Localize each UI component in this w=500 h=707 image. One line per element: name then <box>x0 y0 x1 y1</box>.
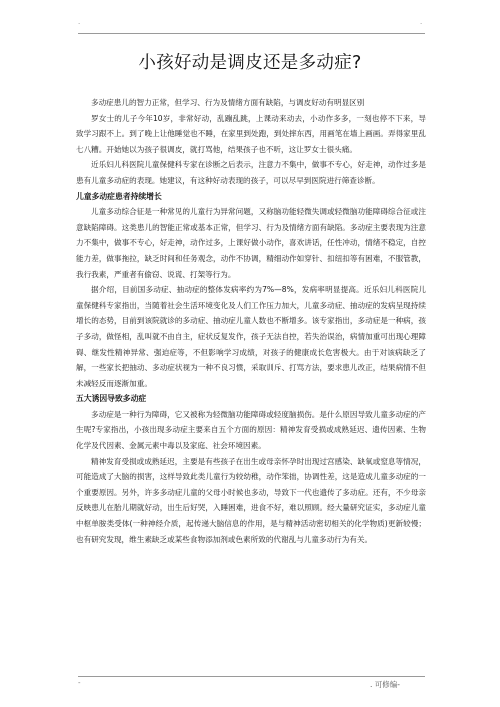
paragraph: 多动症是一种行为障碍，它又被称为轻微脑功能障碍或轻度脑损伤。是什么原因导致儿童多动症的产生呢?专家指出，小孩出现多动症主要来自五个方面的原因：精神发育受损或成熟延迟、遗传因素、生物化学及代因素、金属元素中毒以及家庭、社会环境因素。 <box>76 409 426 451</box>
paragraph: 据介绍，目前国多动症、抽动症的整体发病率约为7%—8%，发病率明显提高。近乐妇儿科医院儿童保健科专家指出，当随着社会生活环境变化及人们工作压力加大，儿童多动症、抽动症的发病呈现持续增长的态势，目前到该院就诊的多动症、抽动症儿童人数也不断增多。该专家指出，多动症是一种病，孩子多动，做怪相，乱叫就不由自主，症状反复发作，孩子无法自控，若失治误治，病情加重可出现心理障碍、继发性精神异常、强迫症等，不但影响学习成绩，对孩子的健康成长危害极大。由于对该病缺乏了解，一些家长把抽动、多动症状视为一种不良习惯，采取训斥、打骂方法，要求患儿改正，结果病情不但未减轻反而逐渐加重。 <box>76 285 426 388</box>
paragraph: 近乐妇儿科医院儿童保健科专家在诊断之后表示，注意力不集中，做事不专心，好走神，动作过多是患有儿童多动症的表现。她建议，有这种好动表现的孩子，可以尽早到医院进行筛查诊断。 <box>76 160 426 185</box>
header-mark-right: · <box>420 20 423 28</box>
paragraph: 罗女士的儿子今年10岁，非常好动，乱蹦乱跳，上课动来动去，小动作多多，一刻也停不下来，导致学习跟不上。到了晚上让他睡觉也不睡，在家里到处跑，到处摔东西，用画笔在墙上画画。弄得家里乱七八糟。开始她以为孩子很调皮，就打骂他，结果孩子也不听，这让罗女士很头痛。 <box>76 113 426 154</box>
article-body <box>76 95 426 547</box>
section-heading: 五大诱因导致多动症 <box>76 394 147 404</box>
footer-divider <box>78 676 425 677</box>
paragraph: 儿童多动综合征是一种常见的儿童行为异常问题，又称脑功能轻微失调或轻微脑功能障碍综合征或注意缺陷障碍。这类患儿的智能正常或基本正常，但学习、行为及情绪方面有缺陷。多动症主要表现为注意力不集中，做事不专心，好走神，动作过多，上课好做小动作，喜欢讲话，任性冲动，情绪不稳定，自控能力差，做事拖拉，缺乏时间和任务观念，动作不协调，精细动作如穿针、扣纽扣等有困难，不服管教，我行我素，严重者有偷窃、说谎、打架等行为。 <box>76 207 426 279</box>
page-title: 小孩好动是调皮还是多动症? <box>138 53 362 73</box>
footer-left-mark: - <box>78 679 81 687</box>
paragraph: 多动症患儿的智力正常，但学习、行为及情绪方面有缺陷，与调皮好动有明显区别 <box>91 98 365 107</box>
paragraph: 精神发育受损或成熟延迟，主要是有些孩子在出生或母亲怀孕时出现过宫感染、缺氧或窒息等情况，可能造成了大脑的损害，这样导致此类儿童行为较幼稚，动作笨拙，协调性差，这是造成儿童多动症的一个重要原因。另外，许多多动症儿童的父母小时候也多动，导致下一代也遗传了多动症。还有，不少母亲反映患儿在胎儿期就好动，出生后好哭，入睡困难，进食不好，难以照顾。经大量研究证实，多动症儿童中枢单胺类受体(一种神经介质，起传递大脑信息的作用，是与精神活动密切相关的化学物质)更新较慢；也有研究发现，维生素缺乏或某些食物添加剂或色素所致的代谢乱与儿童多动行为有关。 <box>76 456 426 544</box>
section-heading: 儿童多动症患者持续增长 <box>76 191 162 201</box>
footer-editable-note: . 可修编- <box>370 680 400 689</box>
header-mark-left: · <box>78 20 81 28</box>
header-divider <box>78 33 425 34</box>
